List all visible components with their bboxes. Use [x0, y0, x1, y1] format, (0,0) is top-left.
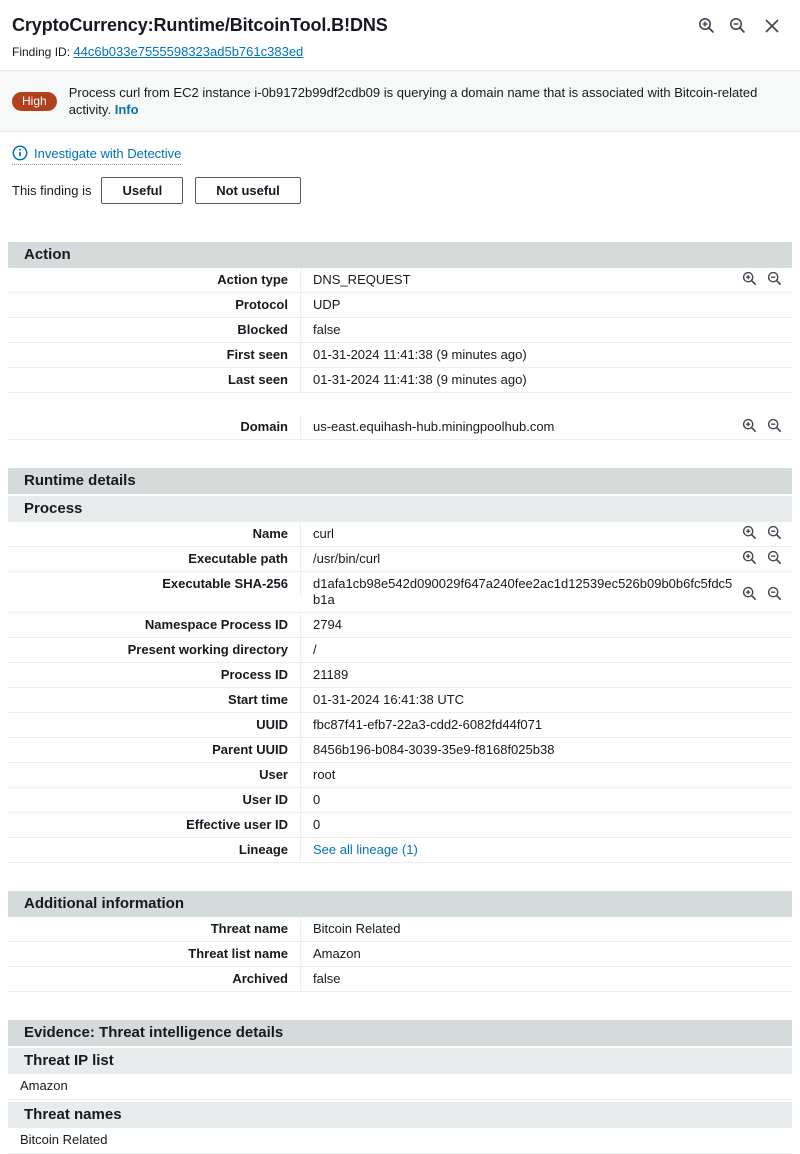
zoom-in-icon[interactable] [742, 586, 757, 601]
close-icon[interactable] [764, 18, 780, 34]
row-value: root [313, 767, 336, 782]
row-value [301, 838, 792, 862]
table-row [8, 368, 792, 393]
row-filter-icons [734, 415, 792, 433]
row-label: Parent UUID [8, 738, 301, 762]
row-label: Start time [8, 688, 301, 712]
threat-names-value: Bitcoin Related [8, 1128, 792, 1154]
row-label: Threat list name [8, 942, 301, 966]
row-label: User ID [8, 788, 301, 812]
row-value: 0 [313, 817, 321, 832]
row-value: fbc87f41-efb7-22a3-cdd2-6082fd44f071 [313, 717, 543, 732]
row-label: Namespace Process ID [8, 613, 301, 637]
feedback-row [0, 167, 800, 218]
zoom-out-icon[interactable] [767, 271, 782, 286]
not-useful-button[interactable]: Not useful [195, 177, 301, 204]
row-label: Last seen [8, 368, 301, 392]
threat-ip-list-header: Threat IP list [8, 1048, 792, 1074]
finding-description-text: Process curl from EC2 instance i-0b9172b99df2cdb09 is querying a domain name that is associated with Bitcoin-related activity. [68, 85, 758, 117]
zoom-in-icon[interactable] [698, 17, 715, 34]
row-value: 0 [313, 792, 321, 807]
info-link[interactable]: Info [114, 102, 139, 117]
severity-badge: High [12, 92, 57, 111]
zoom-in-icon[interactable] [742, 550, 757, 565]
action-section [8, 242, 792, 440]
row-label: Action type [8, 268, 301, 292]
row-value: /usr/bin/curl [313, 551, 381, 566]
row-value: false [313, 971, 341, 986]
info-circle-icon [12, 145, 28, 161]
row-value: UDP [313, 297, 341, 312]
zoom-out-icon[interactable] [729, 17, 746, 34]
table-row [8, 942, 792, 967]
row-value: us-east.equihash-hub.miningpoolhub.com [313, 419, 555, 434]
row-filter-icons [734, 268, 792, 286]
investigate-with-detective-link[interactable] [12, 145, 181, 165]
runtime-section-header: Runtime details [8, 468, 792, 494]
row-label: Archived [8, 967, 301, 991]
row-label: Present working directory [8, 638, 301, 662]
row-filter-icons [734, 547, 792, 565]
investigate-label: Investigate with Detective [34, 145, 182, 161]
row-label: Threat name [8, 917, 301, 941]
see-all-lineage-link[interactable]: See all lineage (1) [313, 842, 418, 857]
table-row [8, 547, 792, 572]
row-label: Protocol [8, 293, 301, 317]
row-filter-icons [734, 522, 792, 540]
row-label: UUID [8, 713, 301, 737]
table-row [8, 638, 792, 663]
feedback-prompt: This finding is [12, 183, 92, 198]
row-label: Executable path [8, 547, 301, 571]
evidence-section-header: Evidence: Threat intelligence details [8, 1020, 792, 1046]
row-value: Bitcoin Related [313, 921, 401, 936]
row-value: DNS_REQUEST [313, 272, 411, 287]
zoom-out-icon[interactable] [767, 525, 782, 540]
table-row [8, 788, 792, 813]
table-row [8, 838, 792, 863]
table-row [8, 917, 792, 942]
threat-names-header: Threat names [8, 1102, 792, 1128]
useful-button[interactable]: Useful [101, 177, 183, 204]
zoom-in-icon[interactable] [742, 271, 757, 286]
table-row [8, 415, 792, 440]
finding-id-label: Finding ID: [12, 45, 71, 59]
table-row [8, 318, 792, 343]
row-value: d1afa1cb98e542d090029f647a240fee2ac1d12539ec526b09b0b6fc5fdc5b1a [313, 576, 733, 607]
row-label: Effective user ID [8, 813, 301, 837]
table-row [8, 522, 792, 547]
table-row [8, 343, 792, 368]
row-value: false [313, 322, 341, 337]
row-label: User [8, 763, 301, 787]
zoom-out-icon[interactable] [767, 550, 782, 565]
row-label: Domain [8, 415, 301, 439]
header-actions [698, 15, 780, 34]
table-row [8, 663, 792, 688]
row-label: Name [8, 522, 301, 546]
table-row [8, 613, 792, 638]
process-subsection-header: Process [8, 496, 792, 522]
row-value: 01-31-2024 11:41:38 (9 minutes ago) [313, 372, 527, 387]
table-row [8, 763, 792, 788]
finding-title: CryptoCurrency:Runtime/BitcoinTool.B!DNS [12, 15, 388, 35]
zoom-in-icon[interactable] [742, 418, 757, 433]
row-label: First seen [8, 343, 301, 367]
row-value: curl [313, 526, 334, 541]
row-value: Amazon [313, 946, 361, 961]
threat-ip-list-value: Amazon [8, 1074, 792, 1100]
table-row [8, 967, 792, 992]
zoom-out-icon[interactable] [767, 586, 782, 601]
investigate-row [0, 132, 800, 167]
finding-id-line [0, 36, 800, 70]
row-value: 8456b196-b084-3039-35e9-f8168f025b38 [313, 742, 555, 757]
table-row [8, 688, 792, 713]
additional-information-section [8, 891, 792, 992]
row-label: Lineage [8, 838, 301, 862]
row-value: 01-31-2024 16:41:38 UTC [313, 692, 465, 707]
runtime-details-section [8, 468, 792, 863]
row-label: Executable SHA-256 [8, 572, 301, 596]
row-filter-icons [734, 583, 792, 601]
panel-header [0, 0, 800, 36]
row-value: 21189 [313, 667, 349, 682]
zoom-in-icon[interactable] [742, 525, 757, 540]
table-row [8, 268, 792, 293]
table-row [8, 813, 792, 838]
row-value: 01-31-2024 11:41:38 (9 minutes ago) [313, 347, 527, 362]
zoom-out-icon[interactable] [767, 418, 782, 433]
additional-info-header: Additional information [8, 891, 792, 917]
finding-id-link[interactable]: 44c6b033e7555598323ad5b761c383ed [73, 44, 304, 59]
table-row [8, 293, 792, 318]
row-value: 2794 [313, 617, 342, 632]
finding-summary-bar [0, 70, 800, 132]
finding-description [69, 84, 788, 118]
row-label: Process ID [8, 663, 301, 687]
table-row [8, 738, 792, 763]
evidence-section [8, 1020, 792, 1154]
row-group-spacer [8, 393, 792, 415]
table-row [8, 713, 792, 738]
row-label: Blocked [8, 318, 301, 342]
row-value: / [313, 642, 317, 657]
table-row [8, 572, 792, 613]
action-section-header: Action [8, 242, 792, 268]
